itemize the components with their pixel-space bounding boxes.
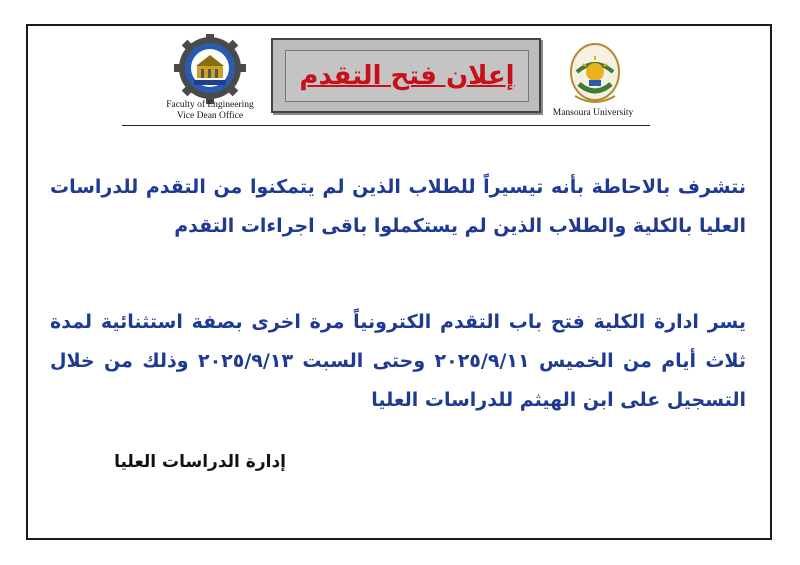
title-banner-inner	[285, 50, 529, 102]
signature-postgraduate-office: إدارة الدراسات العليا	[114, 452, 286, 472]
announcement-paragraph-2: يسر ادارة الكلية فتح باب التقدم الكترونياً مرة اخرى بصفة استثنائية لمدة ثلاث أيام من الخميس ٢٠٢٥/٩/١١ وحتى السبت ٢٠٢٥/٩/١٣ وذلك من خلال التسجيل على ابن الهيثم للدراسات العليا	[50, 311, 746, 411]
university-seal-icon	[566, 42, 624, 108]
header-divider	[122, 125, 650, 126]
title-banner	[271, 38, 541, 113]
announcement-title: إعلان فتح التقدم	[299, 61, 515, 91]
announcement-paragraph-1: نتشرف بالاحاطة بأنه تيسيراً للطلاب الذين لم يتمكنوا من التقدم للدراسات العليا بالكلية والطلاب الذين لم يستكملوا باقى اجراءات التقدم	[50, 176, 746, 237]
faculty-caption-line1: Faculty of Engineering	[166, 100, 254, 110]
university-caption: Mansoura University	[552, 108, 634, 118]
faculty-caption-line2: Vice Dean Office	[176, 111, 244, 121]
faculty-caption	[150, 100, 270, 122]
